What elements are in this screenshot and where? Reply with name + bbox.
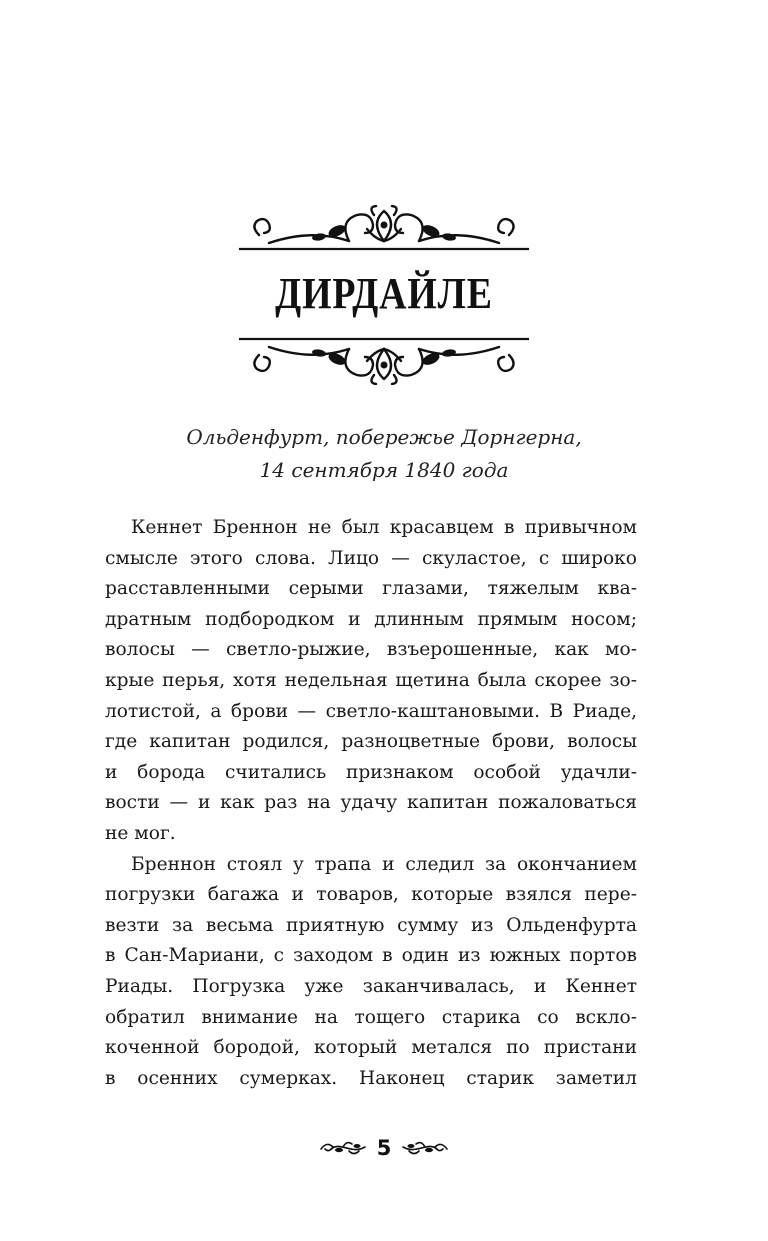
- text-line: погрузки багажа и товаров, которые взялся пере-: [105, 884, 637, 906]
- text-line: смысле этого слова. Лицо — скуластое, с широко: [105, 547, 637, 569]
- text-line: не мог.: [105, 822, 176, 844]
- page-number: 5: [376, 1136, 392, 1160]
- text-line: в осенних сумерках. Наконец старик заметил: [105, 1067, 637, 1089]
- text-line: вости — и как раз на удачу капитан пожаловаться: [105, 792, 637, 814]
- scroll-ornament-icon: [239, 205, 529, 265]
- text-line: лотистой, а брови — светло-каштановыми. В Риаде,: [105, 700, 637, 722]
- text-line: коченной бородой, который метался по пристани: [105, 1037, 637, 1059]
- top-ornament: [0, 205, 768, 265]
- text-line: дратным подбородком и длинным прямым носом;: [105, 608, 637, 630]
- text-line: в Сан-Мариани, с заходом в один из южных портов: [105, 945, 637, 967]
- text-line: крые перья, хотя недельная щетина была скорее зо-: [105, 669, 637, 691]
- text-line: расставленными серыми глазами, тяжелым ква-: [105, 578, 637, 600]
- text-line: Кеннет Бреннон не был красавцем в привычном: [131, 517, 637, 538]
- chapter-title: ДИРДАЙЛЕ: [275, 269, 493, 318]
- body-text: [105, 513, 637, 1094]
- text-line: везти за весьма приятную сумму из Ольденфурта: [105, 914, 637, 936]
- scroll-ornament-icon: [239, 325, 529, 385]
- bottom-ornament: [0, 325, 768, 385]
- text-line: и борода считались признаком особой удачли-: [105, 761, 637, 783]
- epigraph-place: Ольденфурт, побережье Дорнгерна,: [186, 425, 582, 449]
- text-line: обратил внимание на тощего старика со вскло-: [105, 1006, 637, 1028]
- text-line: где капитан родился, разноцветные брови, волосы: [105, 731, 637, 753]
- text-line: Бреннон стоял у трапа и следил за окончанием: [131, 853, 637, 875]
- epigraph-date: 14 сентября 1840 года: [259, 458, 509, 482]
- flourish-icon: [319, 1137, 369, 1159]
- text-line: Риады. Погрузка уже заканчивалась, и Кеннет: [105, 975, 637, 997]
- page-footer: [0, 1136, 768, 1160]
- text-line: волосы — светло-рыжие, взъерошенные, как мо-: [105, 639, 637, 661]
- epigraph: [0, 421, 768, 487]
- flourish-icon: [399, 1137, 449, 1159]
